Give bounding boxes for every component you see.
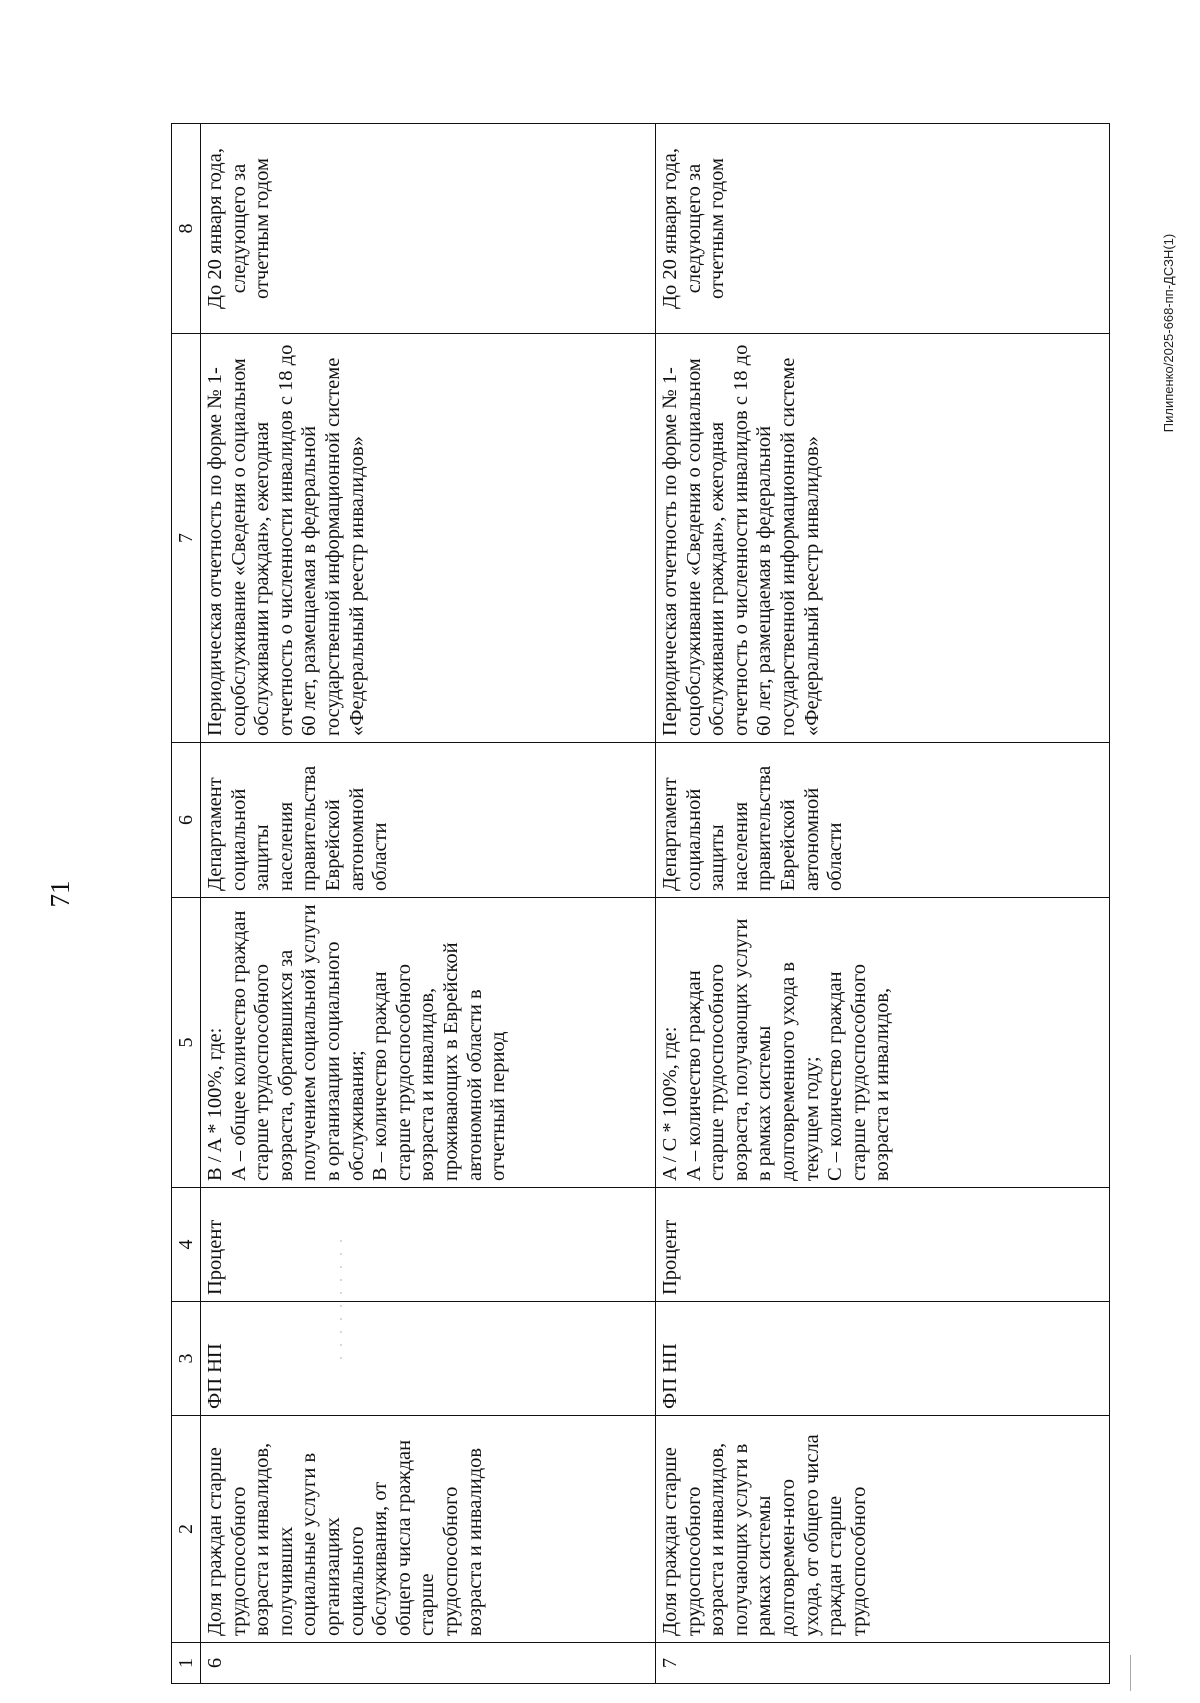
unit-of-measure: Процент [201,1188,656,1302]
table-row [201,124,656,1684]
header-col-2: 2 [172,1416,201,1643]
indicator-level: ФП НП [201,1302,656,1416]
header-col-1: 1 [172,1643,201,1684]
row-number: 7 [656,1643,1110,1684]
indicator-name: Доля граждан старше трудоспособного возраста и инвалидов, получающих услуги в рамках системы долговремен-ного ухода, от общего числа граждан старше трудоспособного [656,1416,1110,1643]
calculation-formula: B / A * 100%, где: А – общее количество граждан старше трудоспособного возраста, обратившихся за получением социальной услуги в организации социального обслуживания; В – количество граждан старше трудоспособного возраста и инвалидов, проживающих в Еврейской автономной области в отчетный период [201,898,656,1188]
header-row [172,124,201,1684]
document-code: Пилипенко/2025-668-пп-ДСЗН(1) [1160,233,1176,433]
header-col-7: 7 [172,334,201,743]
scan-mark [1130,1655,1131,1691]
unit-of-measure: Процент [656,1188,1110,1302]
indicator-name: Доля граждан старше трудоспособного возраста и инвалидов, получивших социальные услуги в организациях социального обслуживания, от общего числа граждан старше трудоспособного возраста и инвалидов [201,1416,656,1643]
header-col-4: 4 [172,1188,201,1302]
header-col-8: 8 [172,124,201,334]
responsible-body: Департамент социальной защиты населения правительства Еврейской автономной области [201,743,656,898]
data-source: Периодическая отчетность по форме № 1-соцобслуживание «Сведения о социальном обслуживании граждан», ежегодная отчетность о численности инвалидов с 18 до 60 лет, размещаемая в федеральной государственной информационной системе «Федеральный реестр инвалидов» [201,334,656,743]
page-number: 71 [44,880,75,908]
responsible-body: Департамент социальной защиты населения правительства Еврейской автономной области [656,743,1110,898]
header-col-5: 5 [172,898,201,1188]
indicator-level: ФП НП [656,1302,1110,1416]
indicator-table [171,123,1110,1684]
calculation-formula: A / C * 100%, где: А – количество граждан старше трудоспособного возраста, получающих услуги в рамках системы долговременного ухода в текущем году; С – количество граждан старше трудоспособного возраста и инвалидов, [656,898,1110,1188]
reporting-deadline: До 20 января года, следующего за отчетным годом [201,124,656,334]
table-row [656,124,1110,1684]
indicator-table-wrapper [171,124,1110,1684]
data-source: Периодическая отчетность по форме № 1-соцобслуживание «Сведения о социальном обслуживании граждан», ежегодная отчетность о численности инвалидов с 18 до 60 лет, размещаемая в федеральной государственной информационной системе «Федеральный реестр инвалидов» [656,334,1110,743]
header-col-3: 3 [172,1302,201,1416]
header-col-6: 6 [172,743,201,898]
row-number: 6 [201,1643,656,1684]
reporting-deadline: До 20 января года, следующего за отчетным годом [656,124,1110,334]
